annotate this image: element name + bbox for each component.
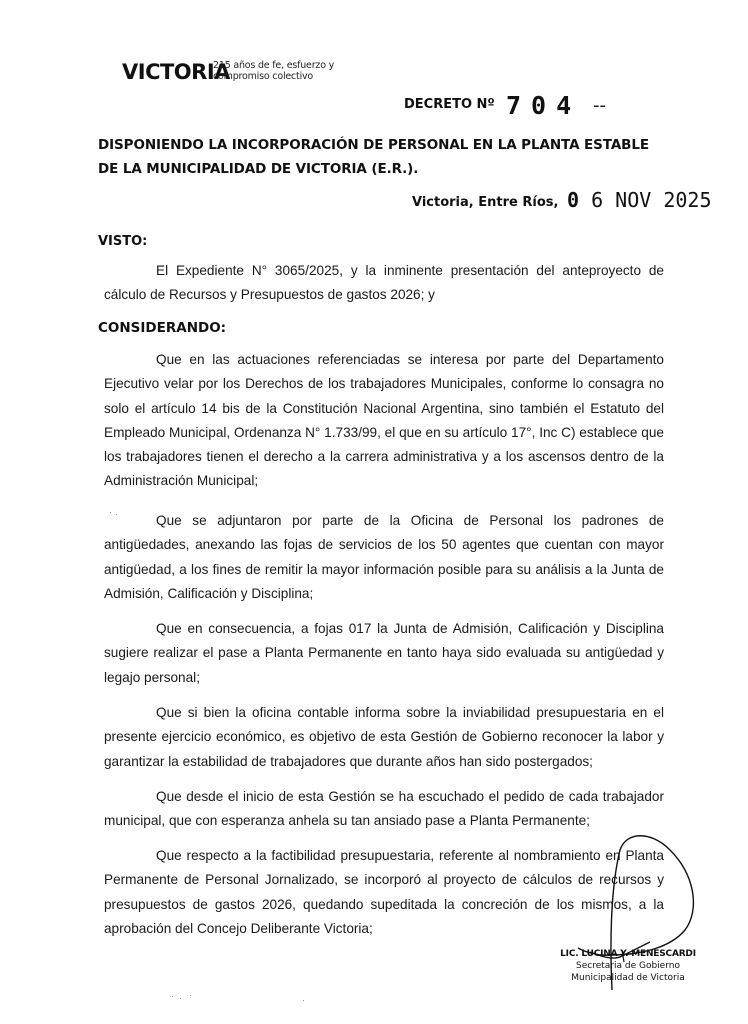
considerando-paragraph bbox=[104, 785, 664, 834]
visto-heading: VISTO: bbox=[98, 234, 148, 249]
scan-speck bbox=[172, 996, 173, 997]
date-stamp bbox=[567, 188, 712, 212]
visto-text: El Expediente N° 3065/2025, y la inminente presentación del anteproyecto de cálculo de Recursos y Presupuestos de gastos 2026; y bbox=[104, 263, 664, 303]
scan-speck bbox=[190, 995, 191, 996]
paragraph-text: Que en las actuaciones referenciadas se interesa por parte del Departamento Ejecutivo velar por los Derechos de los trabajadores Municipales, conforme lo consagra no solo el artículo 14 bis de la Constitución Nacional Argentina, sino también el Estatuto del Empleado Municipal, Ordenanza N° 1.733/99, el que en su artículo 17°, Inc C) establece que los trabajadores tienen el derecho a la carrera administrativa y a los ascensos dentro de la Administración Municipal; bbox=[104, 352, 664, 489]
dateline-place: Victoria, Entre Ríos, bbox=[412, 195, 559, 210]
title-line-2: DE LA MUNICIPALIDAD DE VICTORIA (E.R.). bbox=[98, 161, 419, 177]
scan-speck bbox=[116, 514, 117, 515]
paragraph-text: Que desde el inicio de esta Gestión se ha escuchado el pedido de cada trabajador municipal, que con esperanza anhela su tan ansiado pase a Planta Permanente; bbox=[104, 789, 664, 829]
paragraph-text: Que si bien la oficina contable informa sobre la inviabilidad presupuestaria en el presente ejercicio económico, es objetivo de esta Gestión de Gobierno reconocer la labor y garantizar la estabilidad de trabajadores que durante años han sido postergados; bbox=[104, 705, 664, 769]
scan-speck bbox=[110, 512, 111, 513]
decree-dash: -- bbox=[593, 95, 606, 116]
scan-speck bbox=[180, 998, 181, 999]
paragraph-text: Que se adjuntaron por parte de la Oficina de Personal los padrones de antigüedades, anexando las fojas de servicios de los 50 agentes que cuentan con mayor antigüedad, a los fines de remitir la mayor información posible para su análisis a la Junta de Admisión, Calificación y Disciplina; bbox=[104, 513, 664, 601]
considerando-heading: CONSIDERANDO: bbox=[98, 320, 227, 336]
logo-tagline bbox=[213, 60, 334, 82]
date-stamp-first-digit: 0 bbox=[567, 188, 580, 212]
paragraph-text: Que en consecuencia, a fojas 017 la Junta de Admisión, Calificación y Disciplina sugiere realizar el pase a Planta Permanente en tanto haya sido evaluada su antigüedad y legajo personal; bbox=[104, 621, 664, 685]
considerando-paragraph bbox=[104, 617, 664, 690]
considerando-paragraph bbox=[104, 701, 664, 774]
considerando-paragraph bbox=[104, 509, 664, 606]
logo-tagline-line2: compromiso colectivo bbox=[213, 71, 314, 82]
visto-paragraph bbox=[104, 259, 664, 308]
date-stamp-rest: 6 NOV 2025 bbox=[591, 188, 712, 212]
signatory-role: Secretaria de Gobierno bbox=[576, 961, 680, 971]
municipality-logo: VICTORIA bbox=[122, 60, 230, 84]
decree-title bbox=[98, 133, 658, 181]
logo-tagline-line1: 215 años de fe, esfuerzo y bbox=[213, 60, 335, 71]
considerando-paragraph bbox=[104, 348, 664, 494]
paragraph-text: Que respecto a la factibilidad presupuestaria, referente al nombramiento en Planta Permanente de Personal Jornalizado, se incorporó al proyecto de cálculos de recursos y presupuestos de gastos 2026, quedando supeditada la concreción de los mismos, a la aprobación del Concejo Deliberante Victoria; bbox=[104, 848, 664, 936]
signature-block bbox=[553, 948, 703, 984]
signatory-name: LIC. LUCINA Y. MENESCARDI bbox=[560, 949, 696, 959]
title-line-1: DISPONIENDO LA INCORPORACIÓN DE PERSONAL EN LA PLANTA ESTABLE bbox=[98, 137, 649, 153]
decree-label: DECRETO Nº bbox=[404, 97, 495, 112]
decree-number: 704 bbox=[506, 91, 582, 120]
scan-speck bbox=[303, 1000, 304, 1001]
signatory-organization: Municipalidad de Victoria bbox=[571, 973, 685, 983]
